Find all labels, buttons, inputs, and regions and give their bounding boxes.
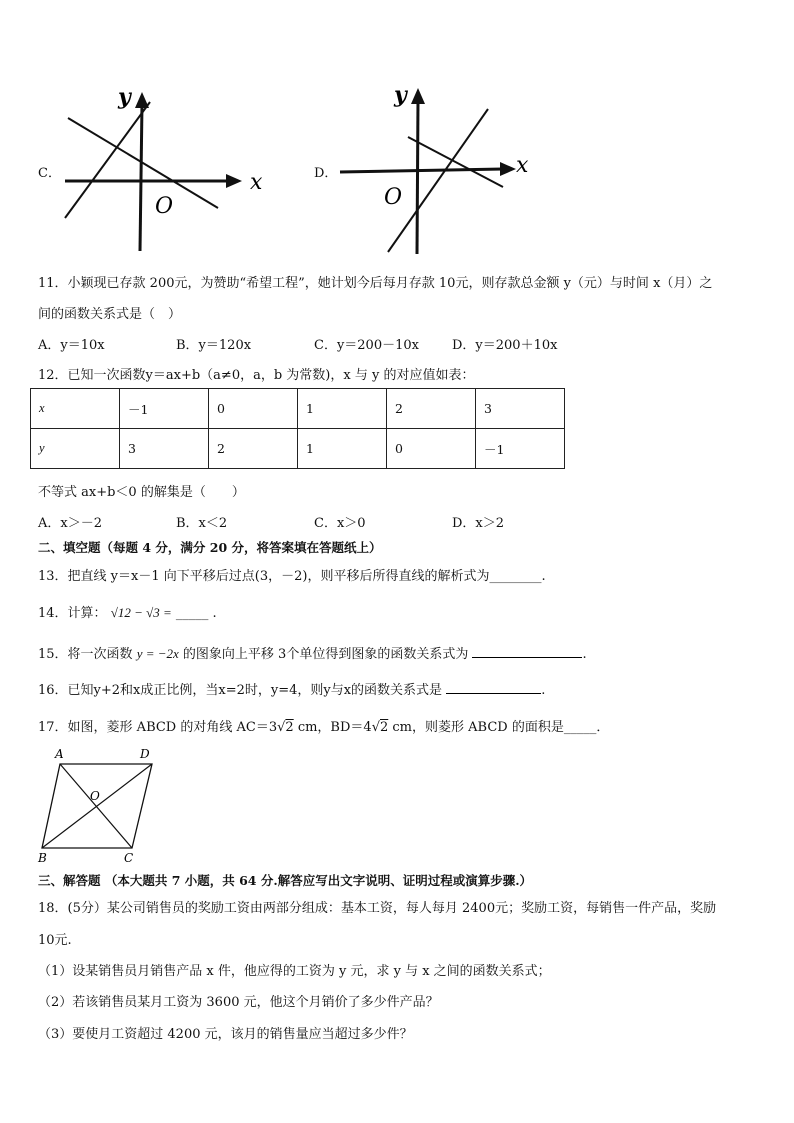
q18-sub2: （2）若该销售员某月工资为 3600 元，他这个月销价了多少件产品？ [38,995,439,1010]
q17-root-bd: 2 [379,720,389,735]
table-cell: x [31,389,120,429]
q12-stem: 12．已知一次函数y＝ax+b（a≠0，a，b 为常数)，x 与 y 的对应值如表： [38,368,475,383]
table-cell: 3 [476,389,565,429]
vertex-a-label: A [55,747,64,761]
table-cell: 3 [120,429,209,469]
q11-option-d: D．y＝200＋10x [452,338,558,353]
table-row-x [31,389,565,429]
diagonal-ac [60,764,132,848]
graph-c-origin-label: O [155,194,174,219]
vertex-d-label: D [140,747,150,761]
q11-option-b: B．y＝120x [176,338,252,353]
sqrt-icon: √ [371,720,380,735]
q14-suffix: _____ . [175,606,217,621]
q17-root-ac: 2 [285,720,294,735]
q15-suffix: 的图象向上平移 3个单位得到图象的函数关系式为 [182,647,469,662]
table-cell: y [31,429,120,469]
q18-sub3: （3）要使月工资超过 4200 元，该月的销售量应当超过多少件？ [38,1027,413,1042]
q16-answer-blank[interactable] [446,681,541,694]
q12-option-a: A．x＞－2 [38,516,102,531]
option-c-label: C． [38,166,61,181]
graph-c-x-label: x [250,170,263,195]
graph-d-x-label: x [516,153,529,178]
graph-c [60,86,275,256]
q17-prefix: 17．如图，菱形 ABCD 的对角线 AC＝3 [38,720,278,735]
q15-answer-blank[interactable] [472,645,582,658]
q16-text: 16．已知y+2和x成正比例，当x=2时，y=4，则y与x的函数关系式是 [38,683,443,698]
vertex-c-label: C [124,851,134,865]
table-row-y [31,429,565,469]
graph-c-x-arrow [226,174,242,188]
center-o-label: O [90,789,100,803]
q14-prefix: 14．计算： [38,606,107,621]
vertex-b-label: B [38,851,47,865]
q11-stem-line1: 11．小颖现已存款 200元，为赞助“希望工程”，她计划今后每月存款 10元，则存款总金额 y（元）与时间 x（月）之 [38,276,713,291]
graph-d-x-axis [340,169,503,172]
q13: 13．把直线 y＝x－1 向下平移后过点(3，－2)，则平移后所得直线的解析式为________. [38,569,546,584]
graph-d-y-label: y [394,82,407,108]
q18-sub1: （1）设某销售员月销售产品 x 件，他应得的工资为 y 元，求 y 与 x 之间的函数关系式； [38,964,551,979]
table-cell: 1 [298,389,387,429]
graph-d-line-1 [388,109,488,252]
q15-expression: y = −2x [136,646,179,661]
q11-stem-line2: 间的函数关系式是（ ） [38,307,182,322]
q18-line1: 18．(5分）某公司销售员的奖励工资由两部分组成：基本工资，每人每月 2400元；奖励工资，每销售一件产品，奖励 [38,901,717,916]
option-d-label: D． [314,166,338,181]
q12-value-table [30,388,565,469]
table-cell: －1 [476,429,565,469]
q14 [38,602,217,621]
q15-prefix: 15．将一次函数 [38,647,133,662]
table-cell: 0 [387,429,476,469]
table-cell: 0 [209,389,298,429]
q12-option-b: B．x＜2 [176,516,228,531]
q17-middle: cm，BD＝4 [297,720,372,735]
table-cell: 2 [387,389,476,429]
section-2-heading: 二、填空题（每题 4 分，满分 20 分，将答案填在答题纸上） [38,540,382,555]
sqrt-icon: √ [277,720,286,735]
q11-option-c: C．y＝200－10x [314,338,419,353]
graph-c-y-axis [140,104,142,251]
q11-option-a: A．y＝10x [38,338,105,353]
table-cell: 1 [298,429,387,469]
q12-option-d: D．x＞2 [452,516,505,531]
rhombus-figure [30,742,165,867]
graph-d [338,82,538,257]
q17 [38,716,609,735]
table-cell: 2 [209,429,298,469]
q12-option-c: C．x＞0 [314,516,366,531]
graph-d-y-axis [417,100,418,254]
graph-d-y-arrow [411,88,425,104]
graph-c-y-label: y [118,86,131,110]
q16: 16．已知y+2和x成正比例，当x=2时，y=4，则y与x的函数关系式是 . [38,683,546,698]
q14-expression: √12 − √3 = [110,605,172,620]
q12-inequality: 不等式 ax+b＜0 的解集是（ ） [38,485,245,500]
section-3-heading: 三、解答题 （本大题共 7 小题，共 64 分.解答应写出文字说明、证明过程或演算步骤.） [38,873,533,888]
q15: 15．将一次函数 y = −2x 的图象向上平移 3个单位得到图象的函数关系式为 . [38,646,587,662]
q17-suffix: cm，则菱形 ABCD 的面积是_____． [392,720,610,735]
table-cell: －1 [120,389,209,429]
q18-line2: 10元. [38,933,72,948]
graph-d-x-arrow [500,162,516,176]
graph-d-origin-label: O [384,185,403,210]
graph-d-line-2 [408,137,503,187]
